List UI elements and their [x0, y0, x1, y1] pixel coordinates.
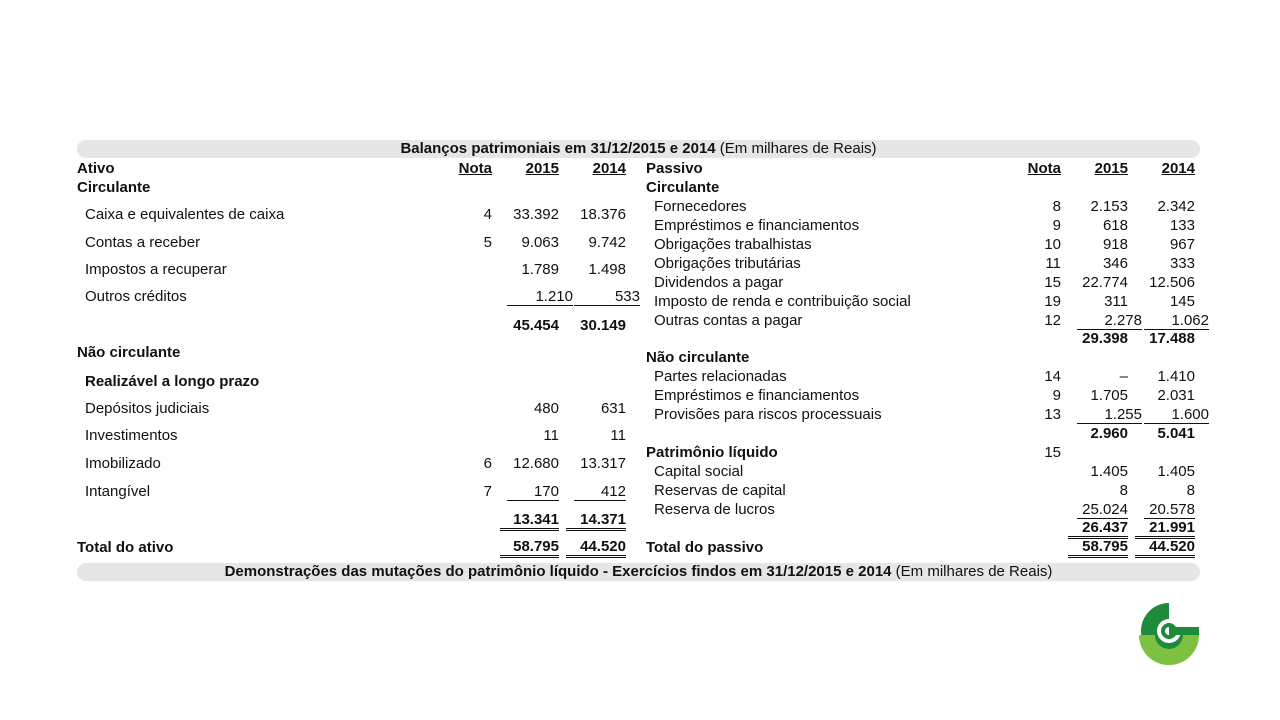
pl-row-label: Reservas de capital — [654, 482, 786, 499]
passivo-circulante-label: Circulante — [646, 179, 720, 196]
passivo-row-label: Outras contas a pagar — [654, 312, 803, 329]
pl-total-2015: 26.437 — [1068, 520, 1128, 539]
ativo-row-2015: 1.789 — [521, 261, 559, 278]
total-passivo-2015: 58.795 — [1068, 539, 1128, 558]
ativo-row-2014: 1.498 — [588, 261, 626, 278]
ativo-nc-total-2014: 14.371 — [566, 512, 626, 531]
total-passivo-label: Total do passivo — [646, 539, 764, 556]
passivo-nc-row-nota: 9 — [1052, 387, 1061, 404]
pl-row-2015: 25.024 — [1077, 502, 1128, 519]
ativo-row-label: Impostos a recuperar — [85, 261, 227, 278]
passivo-nc-row-label: Provisões para riscos processuais — [654, 406, 882, 423]
ativo-col-nota: Nota — [458, 160, 492, 177]
passivo-circulante-total-2014: 17.488 — [1149, 330, 1195, 347]
ativo-row-2015: 9.063 — [521, 234, 559, 251]
dmpl-title: Demonstrações das mutações do patrimônio líquido - Exercícios findos em 31/12/2015 e 2014 — [224, 563, 892, 580]
passivo-row-2015: 2.153 — [1090, 198, 1128, 215]
passivo-col-2015: 2015 — [1094, 160, 1128, 177]
passivo-nc-row-2014: 1.600 — [1144, 407, 1209, 424]
passivo-row-nota: 10 — [1044, 236, 1061, 253]
ativo-heading: Ativo — [77, 160, 115, 177]
ativo-row-label: Outros créditos — [85, 288, 187, 305]
passivo-col-nota: Nota — [1027, 160, 1061, 177]
ativo-nc-row-2014: 412 — [574, 484, 626, 501]
pl-row-2015: 8 — [1119, 482, 1128, 499]
pl-row-2014: 8 — [1186, 482, 1195, 499]
passivo-row-label: Obrigações tributárias — [654, 255, 801, 272]
passivo-row-2014: 145 — [1169, 293, 1195, 310]
passivo-nc-total-2015: 2.960 — [1090, 425, 1128, 442]
balance-sheet-title-band — [77, 140, 1200, 158]
passivo-nc-row-nota: 14 — [1044, 368, 1061, 385]
ativo-nc-row-label: Depósitos judiciais — [85, 400, 210, 417]
total-passivo-2014: 44.520 — [1135, 539, 1195, 558]
ativo-col-2015: 2015 — [525, 160, 559, 177]
passivo-nc-row-2014: 2.031 — [1157, 387, 1195, 404]
ativo-col-2014: 2014 — [592, 160, 626, 177]
passivo-nc-row-label: Partes relacionadas — [654, 368, 787, 385]
passivo-circulante-total-2015: 29.398 — [1082, 330, 1128, 347]
passivo-row-2014: 967 — [1169, 236, 1195, 253]
ativo-row-nota: 5 — [483, 234, 492, 251]
pl-row-2015: 1.405 — [1090, 463, 1128, 480]
ativo-nc-row-2014: 631 — [600, 400, 626, 417]
passivo-nc-row-2015: – — [1119, 368, 1128, 385]
pl-total-2014: 21.991 — [1135, 520, 1195, 539]
passivo-row-nota: 11 — [1045, 255, 1061, 272]
passivo-row-nota: 8 — [1052, 198, 1061, 215]
pl-row-label: Capital social — [654, 463, 744, 480]
ativo-row-2015: 1.210 — [507, 289, 573, 306]
passivo-row-label: Empréstimos e financiamentos — [654, 217, 860, 234]
ativo-circulante-label: Circulante — [77, 179, 151, 196]
balance-sheet-title: Balanços patrimoniais em 31/12/2015 e 2014 — [400, 140, 716, 157]
passivo-row-nota: 9 — [1052, 217, 1061, 234]
passivo-row-2015: 346 — [1102, 255, 1128, 272]
passivo-row-2014: 333 — [1169, 255, 1195, 272]
dmpl-title-band — [77, 563, 1200, 581]
balance-sheet-title-unit: (Em milhares de Reais) — [715, 140, 877, 157]
ativo-circulante-total-2014: 30.149 — [580, 317, 626, 334]
passivo-row-2015: 618 — [1102, 217, 1128, 234]
ativo-row-2015: 33.392 — [513, 206, 559, 223]
ativo-nc-row-2015: 12.680 — [513, 455, 559, 472]
passivo-row-nota: 12 — [1044, 312, 1061, 329]
ativo-row-2014: 18.376 — [580, 206, 626, 223]
ativo-nc-row-2015: 11 — [543, 427, 559, 444]
passivo-nc-row-nota: 13 — [1044, 406, 1061, 423]
ativo-row-2014: 533 — [574, 289, 640, 306]
ativo-nc-row-2015: 480 — [533, 400, 559, 417]
pl-row-label: Reserva de lucros — [654, 501, 775, 518]
ativo-nc-row-2014: 13.317 — [580, 455, 626, 472]
passivo-row-nota: 15 — [1044, 274, 1061, 291]
passivo-nc-total-2014: 5.041 — [1157, 425, 1195, 442]
passivo-nc-row-2015: 1.705 — [1090, 387, 1128, 404]
passivo-row-2015: 22.774 — [1082, 274, 1128, 291]
passivo-col-2014: 2014 — [1161, 160, 1195, 177]
passivo-row-label: Obrigações trabalhistas — [654, 236, 812, 253]
ativo-nc-total-2015: 13.341 — [500, 512, 559, 531]
patrimonio-liquido-label: Patrimônio líquido — [646, 444, 778, 461]
pl-row-2014: 1.405 — [1157, 463, 1195, 480]
dmpl-title-unit: (Em milhares de Reais) — [891, 563, 1053, 580]
total-ativo-2015: 58.795 — [500, 539, 559, 558]
passivo-row-2015: 311 — [1104, 293, 1128, 310]
pl-row-2014: 20.578 — [1144, 502, 1195, 519]
passivo-row-2014: 1.062 — [1144, 313, 1209, 330]
ativo-row-label: Caixa e equivalentes de caixa — [85, 206, 285, 223]
passivo-nc-row-2014: 1.410 — [1157, 368, 1195, 385]
passivo-row-2015: 918 — [1102, 236, 1128, 253]
passivo-row-2014: 12.506 — [1149, 274, 1195, 291]
passivo-nc-row-2015: 1.255 — [1077, 407, 1142, 424]
ativo-nc-row-nota: 6 — [483, 455, 492, 472]
ativo-nc-row-nota: 7 — [483, 483, 492, 500]
passivo-row-label: Dividendos a pagar — [654, 274, 784, 291]
passivo-row-nota: 19 — [1044, 293, 1061, 310]
ativo-nc-row-label: Investimentos — [85, 427, 178, 444]
green-g-logo-icon — [1133, 597, 1205, 665]
patrimonio-liquido-nota: 15 — [1044, 444, 1061, 461]
ativo-circulante-total-2015: 45.454 — [513, 317, 559, 334]
passivo-row-label: Fornecedores — [654, 198, 747, 215]
passivo-row-2014: 133 — [1169, 217, 1195, 234]
ativo-nao-circulante-label: Não circulante — [77, 344, 181, 361]
passivo-nc-row-label: Empréstimos e financiamentos — [654, 387, 860, 404]
ativo-nc-row-2014: 11 — [610, 427, 626, 444]
ativo-nc-row-label: Intangível — [85, 483, 151, 500]
ativo-nc-row-2015: 170 — [507, 484, 559, 501]
passivo-heading: Passivo — [646, 160, 703, 177]
passivo-row-2014: 2.342 — [1157, 198, 1195, 215]
total-ativo-2014: 44.520 — [566, 539, 626, 558]
passivo-row-2015: 2.278 — [1077, 313, 1142, 330]
passivo-row-label: Imposto de renda e contribuição social — [654, 293, 911, 310]
passivo-nao-circulante-label: Não circulante — [646, 349, 750, 366]
ativo-row-nota: 4 — [483, 206, 492, 223]
total-ativo-label: Total do ativo — [77, 539, 174, 556]
ativo-row-2014: 9.742 — [588, 234, 626, 251]
realizavel-longo-prazo-label: Realizável a longo prazo — [85, 373, 260, 390]
ativo-row-label: Contas a receber — [85, 234, 201, 251]
ativo-nc-row-label: Imobilizado — [85, 455, 161, 472]
